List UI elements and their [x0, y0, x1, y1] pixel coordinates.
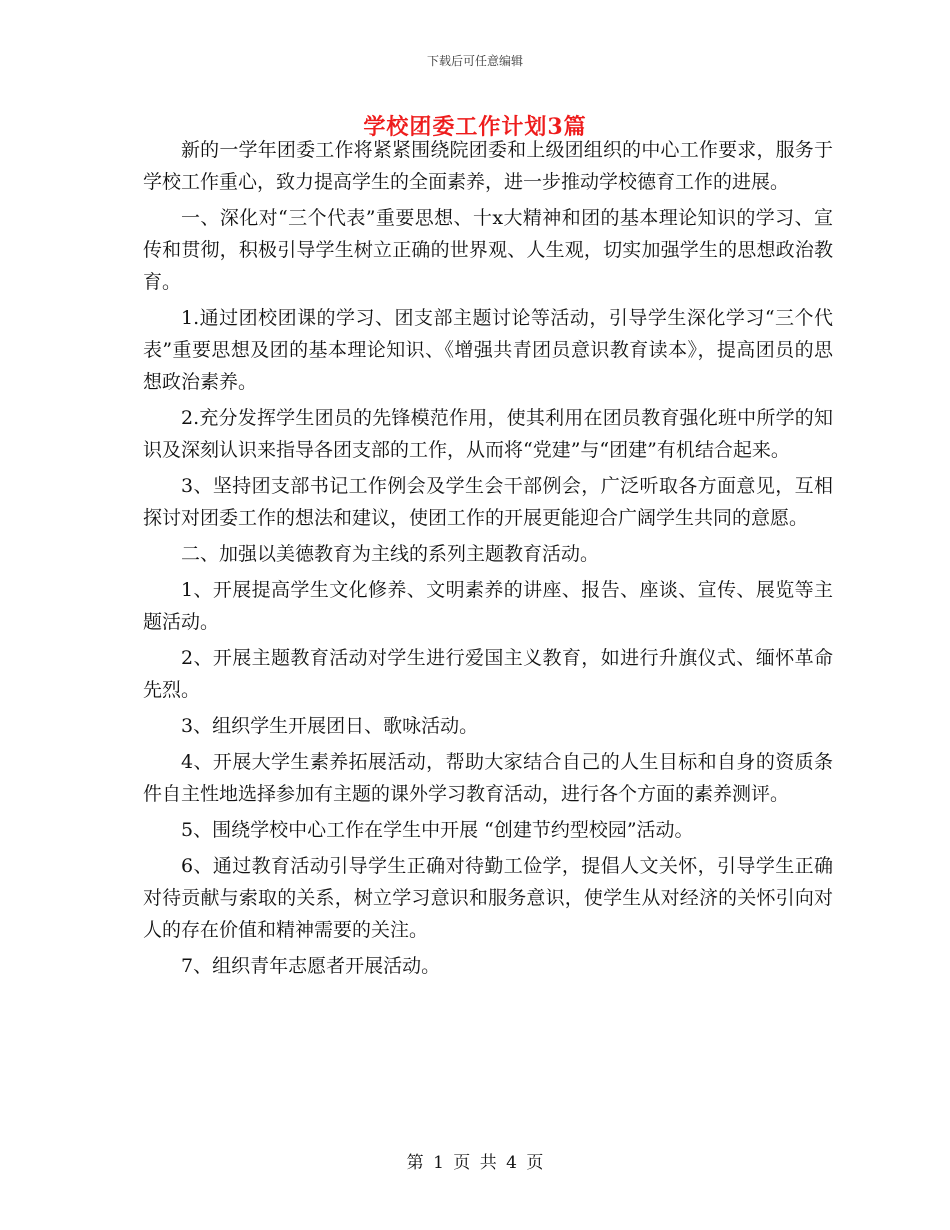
paragraph-item-2-5: 5、围绕学校中心工作在学生中开展 “创建节约型校园”活动。	[181, 819, 694, 841]
paragraph-item-2-2: 2、开展主题教育活动对学生进行爱国主义教育，如进行升旗仪式、缅怀革命先烈。	[143, 647, 833, 701]
paragraph-item-2-1: 1、开展提高学生文化修养、文明素养的讲座、报告、座谈、宣传、展览等主题活动。	[143, 579, 833, 633]
document-body	[143, 134, 833, 986]
document-title: 学校团委工作计划3篇	[363, 114, 587, 140]
paragraph-intro: 新的一学年团委工作将紧紧围绕院团委和上级团组织的中心工作要求，服务于学校工作重心，致力提高学生的全面素养，进一步推动学校德育工作的进展。	[143, 139, 833, 193]
paragraph-item-2-4: 4、开展大学生素养拓展活动，帮助大家结合自己的人生目标和自身的资质条件自主性地选择参加有主题的课外学习教育活动，进行各个方面的素养测评。	[143, 751, 833, 805]
paragraph-item-1-2: 2.充分发挥学生团员的先锋模范作用，使其利用在团员教育强化班中所学的知识及深刻认识来指导各团支部的工作，从而将“党建”与“团建”有机结合起来。	[143, 407, 833, 461]
paragraph-section-2: 二、加强以美德教育为主线的系列主题教育活动。	[181, 543, 600, 565]
page-number-footer: 第 1 页 共 4 页	[406, 1153, 544, 1173]
paragraph-item-1-3: 3、坚持团支部书记工作例会及学生会干部例会，广泛听取各方面意见，互相探讨对团委工作的想法和建议，使团工作的开展更能迎合广阔学生共同的意愿。	[143, 475, 833, 529]
page-header-note: 下载后可任意编辑	[426, 54, 523, 68]
paragraph-item-2-7: 7、组织青年志愿者开展活动。	[181, 955, 441, 977]
paragraph-item-2-3: 3、组织学生开展团日、歌咏活动。	[181, 715, 479, 737]
paragraph-item-1-1: 1.通过团校团课的学习、团支部主题讨论等活动，引导学生深化学习“三个代表”重要思想及团的基本理论知识、《增强共青团员意识教育读本》，提高团员的思想政治素养。	[143, 307, 833, 393]
paragraph-section-1: 一、深化对“三个代表”重要思想、十x大精神和团的基本理论知识的学习、宣传和贯彻，积极引导学生树立正确的世界观、人生观，切实加强学生的思想政治教育。	[143, 207, 833, 293]
paragraph-item-2-6: 6、通过教育活动引导学生正确对待勤工俭学，提倡人文关怀，引导学生正确对待贡献与索取的关系，树立学习意识和服务意识，使学生从对经济的关怀引向对人的存在价值和精神需要的关注。	[143, 855, 833, 941]
